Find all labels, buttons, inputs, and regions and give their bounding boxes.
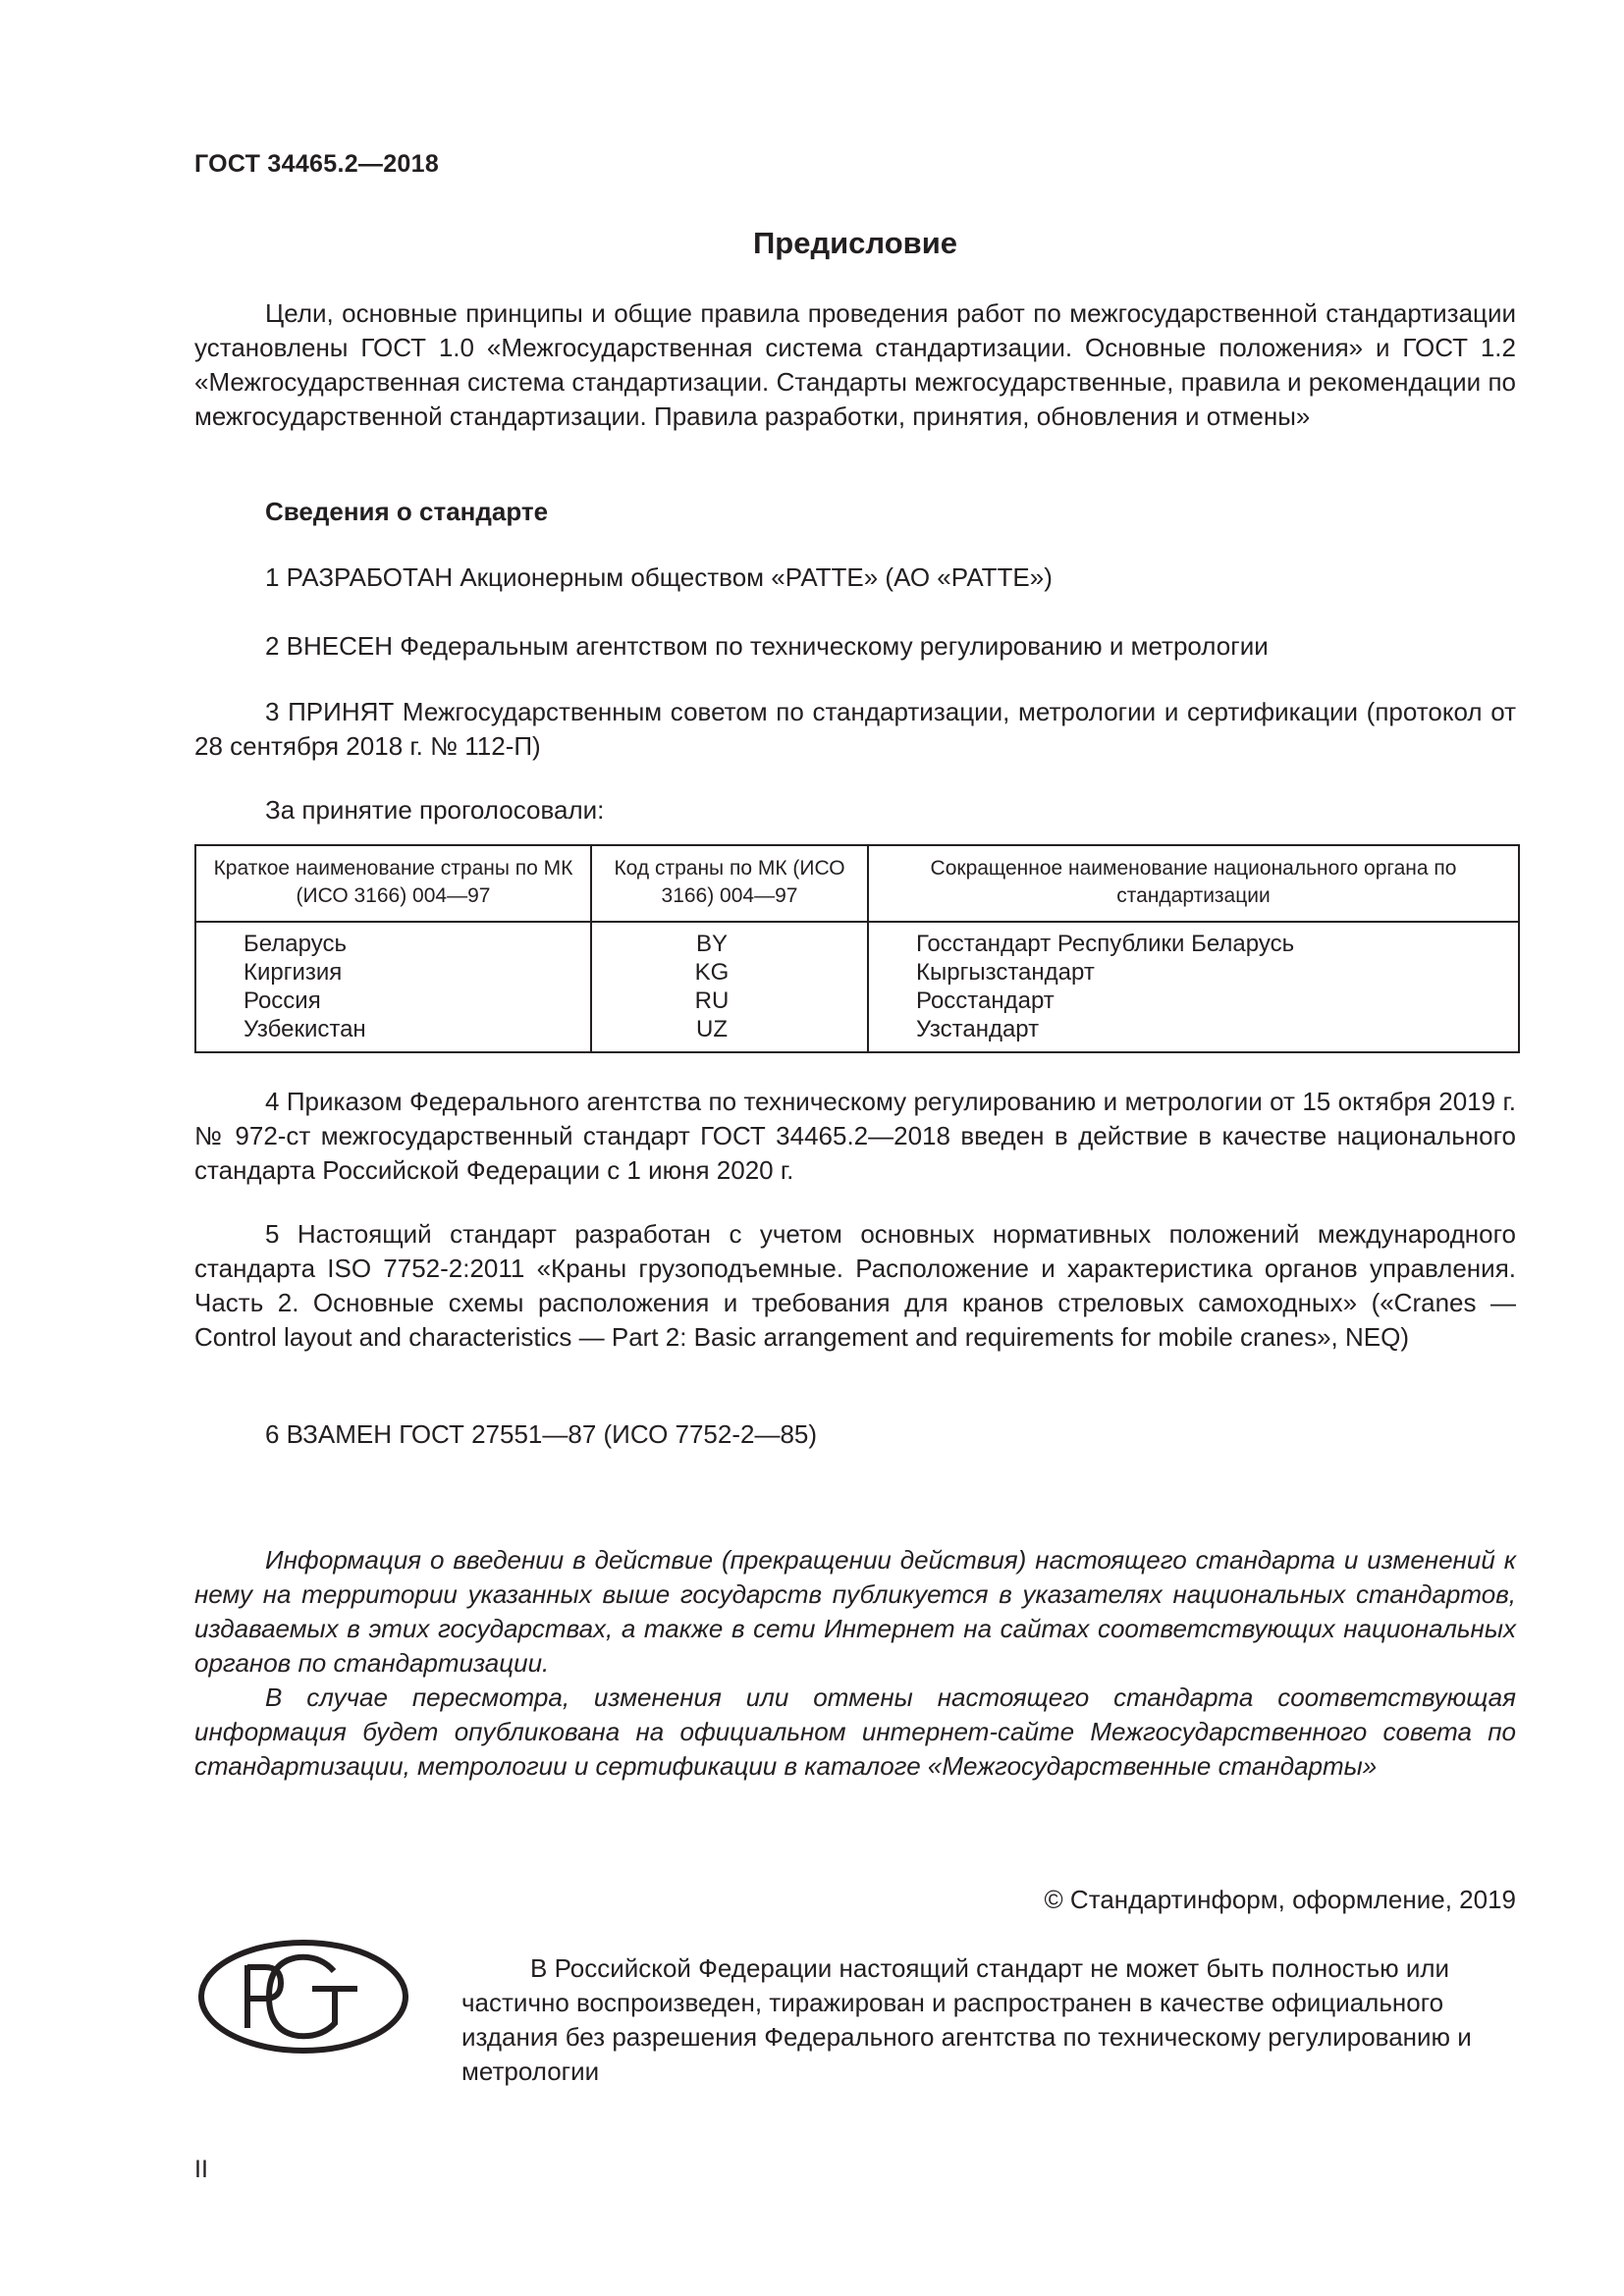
table-header-cell: Сокращенное наименование национального органа по стандартизации <box>868 845 1519 922</box>
table-row <box>195 1015 1519 1052</box>
info-heading: Сведения о стандарте <box>265 497 549 526</box>
page-number: II <box>194 2156 208 2183</box>
section-title: Предисловие <box>752 226 957 260</box>
voted-label: За принятие проголосовали: <box>265 795 605 825</box>
table-row <box>195 987 1519 1015</box>
table-header-row <box>195 845 1519 922</box>
intro-paragraph <box>194 296 1516 434</box>
standards-body: Кыргызстандарт <box>916 959 1095 986</box>
standards-body: Росстандарт <box>916 988 1055 1014</box>
item-3-text: 3 ПРИНЯТ Межгосударственным советом по стандартизации, метрологии и сертификации (протокол от 28 сентября 2018 г. № 112-П) <box>194 697 1516 761</box>
rst-certification-mark-icon <box>196 1938 410 2056</box>
item-4 <box>194 1085 1516 1188</box>
document-header: ГОСТ 34465.2—2018 <box>194 150 440 178</box>
copyright-notice <box>461 1951 1518 2089</box>
country-code: RU <box>591 987 868 1015</box>
country-name: Беларусь <box>195 930 591 958</box>
info-italic-2 <box>194 1681 1516 1784</box>
item-2: 2 ВНЕСЕН Федеральным агентством по техническому регулированию и метрологии <box>265 631 1269 661</box>
country-name: Узбекистан <box>195 1015 591 1052</box>
item-6: 6 ВЗАМЕН ГОСТ 27551—87 (ИСО 7752-2—85) <box>265 1419 818 1449</box>
intro-text: Цели, основные принципы и общие правила проведения работ по межгосударственной стандартизации установлены ГОСТ 1.0 «Межгосударственная система стандартизации. Основные положения» и ГОСТ 1.2 «Межгосударственная система стандартизации. Стандарты межгосударственные, правила и рекомендации по межгосударственной стандартизации. Правила разработки, принятия, обновления и отмены» <box>194 298 1516 431</box>
info-italic-2-text: В случае пересмотра, изменения или отмены настоящего стандарта соответствующая информация будет опубликована на официальном интернет-сайте Межгосударственного совета по стандартизации, метрологии и сертификации в каталоге «Межгосударственные стандарты» <box>194 1682 1516 1781</box>
table-header-cell: Краткое наименование страны по МК (ИСО 3166) 004—97 <box>195 845 591 922</box>
item-4-text: 4 Приказом Федерального агентства по техническому регулированию и метрологии от 15 октября 2019 г. № 972-ст межгосударственный стандарт ГОСТ 34465.2—2018 введен в действие в качестве национального стандарта Российской Федерации с 1 июня 2020 г. <box>194 1087 1516 1185</box>
info-italic-1-text: Информация о введении в действие (прекращении действия) настоящего стандарта и изменений к нему на территории указанных выше государств публикуется в указателях национальных стандартов, издаваемых в этих государствах, а также в сети Интернет на сайтах соответствующих национальных органов по стандартизации. <box>194 1545 1516 1678</box>
voting-table <box>194 844 1520 1053</box>
copyright: © Стандартинформ, оформление, 2019 <box>1044 1885 1516 1914</box>
standards-body: Госстандарт Республики Беларусь <box>916 931 1295 957</box>
standards-body: Узстандарт <box>916 1016 1040 1042</box>
copyright-notice-text: В Российской Федерации настоящий стандарт не может быть полностью или частично воспроизведен, тиражирован и распространен в качестве официального издания без разрешения Федерального агентства по техническому регулированию и метрологии <box>461 1953 1472 2086</box>
item-5-text: 5 Настоящий стандарт разработан с учетом основных нормативных положений международного стандарта ISO 7752-2:2011 «Краны грузоподъемные. Расположение и характеристика органов управления. Часть 2. Основные схемы расположения и требования для кранов стреловых самоходных» («Cranes — Control layout and characteristics — Part 2: Basic arrangement and requirements for mobile cranes», NEQ) <box>194 1219 1516 1352</box>
table-row <box>195 930 1519 958</box>
item-5 <box>194 1217 1516 1355</box>
item-3 <box>194 695 1516 764</box>
country-name: Киргизия <box>195 958 591 987</box>
country-code: KG <box>591 958 868 987</box>
item-1: 1 РАЗРАБОТАН Акционерным обществом «РАТТЕ» (АО «РАТТЕ») <box>265 562 1053 592</box>
country-code: BY <box>591 930 868 958</box>
info-italic-1 <box>194 1543 1516 1681</box>
table-header-cell: Код страны по МК (ИСО 3166) 004—97 <box>591 845 868 922</box>
table-row <box>195 958 1519 987</box>
country-name: Россия <box>195 987 591 1015</box>
country-code: UZ <box>591 1015 868 1052</box>
